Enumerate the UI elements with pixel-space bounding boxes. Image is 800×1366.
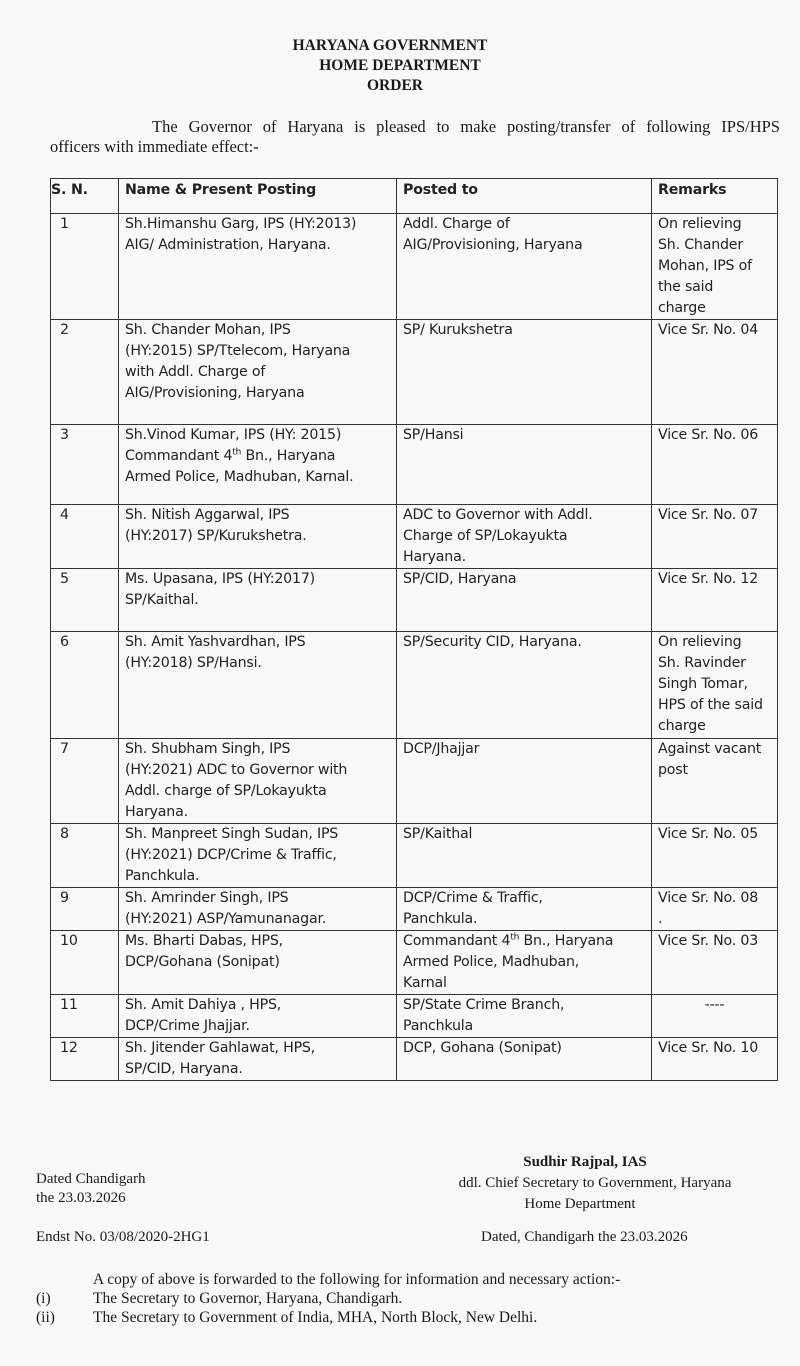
cell-name-line: Sh.Himanshu Garg, IPS (HY:2013) <box>125 216 357 232</box>
cell-name-line: Sh. Manpreet Singh Sudan, IPS <box>125 826 339 842</box>
cell-sn: 5 <box>51 569 119 632</box>
cell-name <box>119 214 397 320</box>
copy-item-text: The Secretary to Government of India, MHA, North Block, New Delhi. <box>93 1309 538 1326</box>
cell-name-line: Ms. Upasana, IPS (HY:2017) <box>125 571 315 587</box>
ordinal-suffix: th <box>232 447 242 458</box>
cell-remarks-line: charge <box>658 300 706 316</box>
table-row <box>51 824 778 888</box>
endorsement-date: Dated, Chandigarh the 23.03.2026 <box>481 1229 688 1245</box>
cell-remarks-line: Vice Sr. No. 03 <box>658 933 759 949</box>
cell-remarks-line: the said <box>658 279 714 295</box>
cell-posted-line: DCP, Gohana (Sonipat) <box>403 1040 562 1056</box>
cell-name-line: (HY:2021) ASP/Yamunanagar. <box>125 911 327 927</box>
cell-posted <box>397 505 652 569</box>
cell-remarks-line: Vice Sr. No. 04 <box>658 322 759 338</box>
cell-remarks-line: . <box>658 911 663 927</box>
order-header <box>0 36 800 96</box>
cell-remarks-line: Against vacant <box>658 741 762 757</box>
cell-name <box>119 824 397 888</box>
cell-sn: 11 <box>51 995 119 1038</box>
cell-name <box>119 569 397 632</box>
cell-sn: 1 <box>51 214 119 320</box>
header-posted: Posted to <box>397 179 652 214</box>
table-row <box>51 632 778 739</box>
cell-posted-line: SP/Kaithal <box>403 826 473 842</box>
cell-name <box>119 739 397 824</box>
cell-remarks-line: Vice Sr. No. 06 <box>658 427 759 443</box>
cell-remarks-line: Vice Sr. No. 07 <box>658 507 759 523</box>
order-title: ORDER <box>367 77 423 94</box>
table-row <box>51 569 778 632</box>
cell-name-line: Sh. Amit Dahiya , HPS, <box>125 997 282 1013</box>
intro-line-2: officers with immediate effect:- <box>50 137 259 156</box>
cell-remarks-line: ---- <box>704 997 725 1013</box>
cell-posted-line: Panchkula <box>403 1018 474 1034</box>
department-title: HOME DEPARTMENT <box>319 57 481 74</box>
cell-posted-line: ADC to Governor with Addl. <box>403 507 593 523</box>
cell-remarks-line: On relieving <box>658 634 742 650</box>
intro-paragraph <box>50 117 780 157</box>
cell-posted <box>397 320 652 425</box>
cell-sn: 7 <box>51 739 119 824</box>
cell-name-line: SP/CID, Haryana. <box>125 1061 243 1077</box>
cell-name-line: Armed Police, Madhuban, Karnal. <box>125 469 354 485</box>
table-row <box>51 425 778 505</box>
signatory-department: Home Department <box>524 1196 636 1212</box>
govt-title: HARYANA GOVERNMENT <box>292 37 488 54</box>
cell-sn: 3 <box>51 425 119 505</box>
cell-name <box>119 995 397 1038</box>
cell-posted-line: DCP/Crime & Traffic, <box>403 890 543 906</box>
cell-posted <box>397 824 652 888</box>
cell-remarks-line: charge <box>658 718 706 734</box>
cell-sn: 6 <box>51 632 119 739</box>
cell-posted-line: SP/Hansi <box>403 427 464 443</box>
cell-remarks <box>652 995 778 1038</box>
cell-name-line: Panchkula. <box>125 868 200 884</box>
table-row <box>51 214 778 320</box>
cell-posted <box>397 888 652 931</box>
cell-remarks <box>652 320 778 425</box>
header-sn: S. N. <box>51 179 119 214</box>
cell-posted-line: Commandant 4th Bn., Haryana <box>403 932 614 949</box>
cell-remarks-line: Vice Sr. No. 08 <box>658 890 759 906</box>
cell-posted-line: Panchkula. <box>403 911 478 927</box>
cell-name <box>119 320 397 425</box>
cell-name-line: SP/Kaithal. <box>125 592 199 608</box>
cell-remarks <box>652 569 778 632</box>
cell-posted <box>397 739 652 824</box>
cell-remarks-line: Vice Sr. No. 05 <box>658 826 759 842</box>
cell-name-line: Sh. Amrinder Singh, IPS <box>125 890 289 906</box>
cell-name <box>119 632 397 739</box>
cell-remarks <box>652 632 778 739</box>
cell-name-line: Sh. Chander Mohan, IPS <box>125 322 291 338</box>
cell-name-line: Sh. Shubham Singh, IPS <box>125 741 291 757</box>
table-row <box>51 995 778 1038</box>
cell-name-line: Ms. Bharti Dabas, HPS, <box>125 933 283 949</box>
cell-remarks-line: Sh. Ravinder <box>658 655 746 671</box>
cell-remarks <box>652 505 778 569</box>
dated-line-2: the 23.03.2026 <box>36 1190 126 1206</box>
copy-item-text: The Secretary to Governor, Haryana, Chandigarh. <box>93 1290 403 1307</box>
table-row <box>51 1038 778 1081</box>
cell-posted <box>397 214 652 320</box>
cell-posted <box>397 995 652 1038</box>
cell-name-line: (HY:2021) ADC to Governor with <box>125 762 348 778</box>
cell-posted-line: SP/Security CID, Haryana. <box>403 634 582 650</box>
cell-posted <box>397 569 652 632</box>
cell-name-line: DCP/Gohana (Sonipat) <box>125 954 280 970</box>
cell-posted-line: Armed Police, Madhuban, <box>403 954 580 970</box>
cell-remarks-line: Vice Sr. No. 10 <box>658 1040 759 1056</box>
cell-name-line: Sh. Nitish Aggarwal, IPS <box>125 507 290 523</box>
posting-table <box>50 178 778 1081</box>
table-row <box>51 931 778 995</box>
table-row <box>51 505 778 569</box>
cell-sn: 2 <box>51 320 119 425</box>
cell-posted-line: AIG/Provisioning, Haryana <box>403 237 583 253</box>
cell-remarks-line: Mohan, IPS of <box>658 258 752 274</box>
cell-remarks <box>652 425 778 505</box>
signature-block <box>400 1152 800 1215</box>
cell-name-line: (HY:2021) DCP/Crime & Traffic, <box>125 847 337 863</box>
cell-name-line: Addl. charge of SP/Lokayukta <box>125 783 327 799</box>
signatory-designation: ddl. Chief Secretary to Government, Haryana <box>458 1175 732 1191</box>
cell-sn: 9 <box>51 888 119 931</box>
copy-item-number: (ii) <box>36 1309 55 1326</box>
cell-remarks-line: Vice Sr. No. 12 <box>658 571 759 587</box>
copy-item <box>36 1289 620 1308</box>
cell-name-line: DCP/Crime Jhajjar. <box>125 1018 250 1034</box>
table-row <box>51 320 778 425</box>
cell-name-line: AIG/ Administration, Haryana. <box>125 237 331 253</box>
cell-name-line: Haryana. <box>125 804 188 820</box>
cell-posted-line: SP/CID, Haryana <box>403 571 517 587</box>
cell-name <box>119 425 397 505</box>
cell-remarks <box>652 739 778 824</box>
cell-posted-line: Haryana. <box>403 549 466 565</box>
cell-name-line: Commandant 4th Bn., Haryana <box>125 447 336 464</box>
cell-name <box>119 1038 397 1081</box>
cell-posted-line: Charge of SP/Lokayukta <box>403 528 568 544</box>
cell-posted <box>397 1038 652 1081</box>
dated-line-1: Dated Chandigarh <box>36 1171 146 1187</box>
signatory-name: Sudhir Rajpal, IAS <box>523 1154 647 1170</box>
cell-name-line: with Addl. Charge of <box>125 364 266 380</box>
cell-name-line: Sh. Jitender Gahlawat, HPS, <box>125 1040 316 1056</box>
endorsement-number: Endst No. 03/08/2020-2HG1 <box>36 1229 210 1245</box>
cell-remarks <box>652 931 778 995</box>
cell-sn: 8 <box>51 824 119 888</box>
cell-name-line: AIG/Provisioning, Haryana <box>125 385 305 401</box>
cell-sn: 10 <box>51 931 119 995</box>
cell-remarks-line: post <box>658 762 688 778</box>
header-name: Name & Present Posting <box>119 179 397 214</box>
dated-block <box>36 1170 146 1208</box>
cell-remarks <box>652 888 778 931</box>
cell-posted <box>397 931 652 995</box>
cell-name <box>119 505 397 569</box>
table-row <box>51 739 778 824</box>
copy-item <box>36 1308 620 1327</box>
cell-remarks <box>652 214 778 320</box>
table-header-row <box>51 179 778 214</box>
cell-name-line: Sh.Vinod Kumar, IPS (HY: 2015) <box>125 427 342 443</box>
cell-posted-line: Addl. Charge of <box>403 216 510 232</box>
intro-line-1: The Governor of Haryana is pleased to make posting/transfer of following IPS/HPS <box>152 117 780 136</box>
cell-sn: 4 <box>51 505 119 569</box>
cell-name-line: Sh. Amit Yashvardhan, IPS <box>125 634 306 650</box>
cell-remarks-line: Sh. Chander <box>658 237 743 253</box>
cell-remarks-line: On relieving <box>658 216 742 232</box>
copy-lead: A copy of above is forwarded to the following for information and necessary action:- <box>93 1271 621 1288</box>
cell-posted-line: DCP/Jhajjar <box>403 741 480 757</box>
cell-posted <box>397 632 652 739</box>
cell-name-line: (HY:2015) SP/Ttelecom, Haryana <box>125 343 351 359</box>
ordinal-suffix: th <box>510 932 520 943</box>
table-row <box>51 888 778 931</box>
cell-name-line: (HY:2017) SP/Kurukshetra. <box>125 528 307 544</box>
cell-posted <box>397 425 652 505</box>
cell-remarks-line: HPS of the said <box>658 697 763 713</box>
cell-sn: 12 <box>51 1038 119 1081</box>
copy-item-number: (i) <box>36 1290 51 1307</box>
cell-name <box>119 888 397 931</box>
cell-posted-line: SP/ Kurukshetra <box>403 322 513 338</box>
cell-name <box>119 931 397 995</box>
cell-name-line: (HY:2018) SP/Hansi. <box>125 655 262 671</box>
cell-remarks <box>652 824 778 888</box>
copy-forward-block <box>36 1270 620 1327</box>
cell-posted-line: SP/State Crime Branch, <box>403 997 565 1013</box>
cell-posted-line: Karnal <box>403 975 447 991</box>
cell-remarks <box>652 1038 778 1081</box>
cell-remarks-line: Singh Tomar, <box>658 676 748 692</box>
header-remarks: Remarks <box>652 179 778 214</box>
